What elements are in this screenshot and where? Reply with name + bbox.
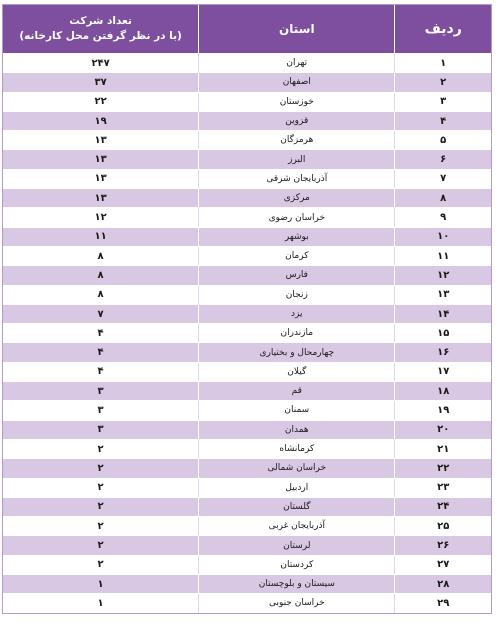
province-cell: کردستان <box>198 556 394 574</box>
table-row <box>3 458 491 477</box>
table-row <box>3 188 491 207</box>
company-count-cell: ۳ <box>97 404 104 416</box>
table-row <box>3 72 491 91</box>
company-count-cell: ۱۳ <box>94 134 107 146</box>
table-row <box>3 342 491 361</box>
province-cell: کرمانشاه <box>198 440 394 458</box>
company-count-cell: ۷ <box>97 308 104 320</box>
province-cell: زنجان <box>198 286 394 304</box>
company-count-cell: ۳ <box>97 385 104 397</box>
company-count-cell: ۱۱ <box>94 231 107 243</box>
company-count-cell: ۱۳ <box>94 192 107 204</box>
company-count-cell: ۴ <box>97 366 104 378</box>
row-number-cell: ۱۹ <box>394 401 491 419</box>
row-number-cell: ۲۲ <box>394 459 491 477</box>
row-number-cell: ۱۲ <box>394 266 491 284</box>
province-cell: گیلان <box>198 363 394 381</box>
province-cell: گلستان <box>198 498 394 516</box>
province-cell: البرز <box>198 150 394 168</box>
province-cell: اصفهان <box>198 73 394 91</box>
header-province: استان <box>198 5 394 53</box>
province-cell: آذربایجان شرقی <box>198 170 394 188</box>
company-count-cell: ۲ <box>97 520 104 532</box>
province-cell: کرمان <box>198 247 394 265</box>
row-number-cell: ۲۹ <box>394 594 491 612</box>
row-number-cell: ۲۸ <box>394 575 491 593</box>
table-row <box>3 574 491 593</box>
table-row <box>3 53 491 72</box>
company-count-cell: ۱۹ <box>94 115 107 127</box>
company-count-cell: ۸ <box>97 250 104 262</box>
row-number-cell: ۱۵ <box>394 324 491 342</box>
company-count-cell: ۲ <box>97 462 104 474</box>
company-count-cell: ۲ <box>97 443 104 455</box>
province-cell: لرستان <box>198 536 394 554</box>
header-row-number: ردیف <box>394 5 491 53</box>
header-company-count <box>3 5 198 53</box>
province-cell: خراسان رضوی <box>198 208 394 226</box>
province-cell: سمنان <box>198 401 394 419</box>
province-cell: فارس <box>198 266 394 284</box>
row-number-cell: ۲ <box>394 73 491 91</box>
company-count-cell: ۱۳ <box>94 154 107 166</box>
row-number-cell: ۱۰ <box>394 228 491 246</box>
row-number-cell: ۲۶ <box>394 536 491 554</box>
table-row <box>3 304 491 323</box>
company-count-cell: ۸ <box>97 289 104 301</box>
row-number-cell: ۳ <box>394 93 491 111</box>
row-number-cell: ۱۷ <box>394 363 491 381</box>
table-row <box>3 497 491 516</box>
row-number-cell: ۱۶ <box>394 343 491 361</box>
row-number-cell: ۴ <box>394 112 491 130</box>
company-count-cell: ۲۴۷ <box>91 57 110 69</box>
row-number-cell: ۲۴ <box>394 498 491 516</box>
province-cell: تهران <box>198 54 394 72</box>
table-row <box>3 265 491 284</box>
table-row <box>3 285 491 304</box>
table-row <box>3 92 491 111</box>
table-row <box>3 130 491 149</box>
province-cell: خوزستان <box>198 93 394 111</box>
row-number-cell: ۲۷ <box>394 556 491 574</box>
company-count-cell: ۱ <box>97 578 104 590</box>
table-row <box>3 323 491 342</box>
province-cell: آذربایجان غربی <box>198 517 394 535</box>
table-row <box>3 420 491 439</box>
company-count-cell: ۲ <box>97 501 104 513</box>
company-count-cell: ۸ <box>97 269 104 281</box>
header-company-count-line2: (با در نظر گرفتن محل کارخانه) <box>19 30 182 42</box>
table-row <box>3 362 491 381</box>
company-count-cell: ۱ <box>97 597 104 609</box>
province-cell: خراسان شمالی <box>198 459 394 477</box>
row-number-cell: ۲۳ <box>394 479 491 497</box>
province-cell: قزوین <box>198 112 394 130</box>
province-cell: سیستان و بلوچستان <box>198 575 394 593</box>
row-number-cell: ۹ <box>394 208 491 226</box>
company-count-cell: ۱۲ <box>94 212 107 224</box>
table-row <box>3 535 491 554</box>
row-number-cell: ۲۱ <box>394 440 491 458</box>
company-count-cell: ۲۲ <box>94 96 107 108</box>
table-row <box>3 169 491 188</box>
company-count-cell: ۱۳ <box>94 173 107 185</box>
table-row <box>3 478 491 497</box>
row-number-cell: ۱ <box>394 54 491 72</box>
province-cell: اردبیل <box>198 479 394 497</box>
province-cell: هرمزگان <box>198 131 394 149</box>
province-cell: یزد <box>198 305 394 323</box>
province-cell: خراسان جنوبی <box>198 594 394 612</box>
table-row <box>3 227 491 246</box>
province-cell: مازندران <box>198 324 394 342</box>
row-number-cell: ۱۴ <box>394 305 491 323</box>
row-number-cell: ۲۰ <box>394 421 491 439</box>
row-number-cell: ۱۸ <box>394 382 491 400</box>
table-row <box>3 111 491 130</box>
table-header <box>3 5 491 53</box>
row-number-cell: ۲۵ <box>394 517 491 535</box>
row-number-cell: ۵ <box>394 131 491 149</box>
province-cell: چهارمحال و بختیاری <box>198 343 394 361</box>
company-count-cell: ۲ <box>97 540 104 552</box>
table-row <box>3 555 491 574</box>
table-row <box>3 593 491 612</box>
row-number-cell: ۷ <box>394 170 491 188</box>
table-body <box>3 53 491 613</box>
row-number-cell: ۱۳ <box>394 286 491 304</box>
header-company-count-line1: تعداد شرکت <box>69 15 132 27</box>
province-cell: همدان <box>198 421 394 439</box>
row-number-cell: ۶ <box>394 150 491 168</box>
company-count-cell: ۴ <box>97 347 104 359</box>
province-company-table <box>2 4 492 614</box>
company-count-cell: ۳ <box>97 424 104 436</box>
company-count-cell: ۲ <box>97 559 104 571</box>
province-cell: قم <box>198 382 394 400</box>
table-row <box>3 246 491 265</box>
table-row <box>3 400 491 419</box>
row-number-cell: ۱۱ <box>394 247 491 265</box>
company-count-cell: ۳۷ <box>94 76 107 88</box>
province-cell: مرکزی <box>198 189 394 207</box>
table-row <box>3 516 491 535</box>
table-row <box>3 207 491 226</box>
company-count-cell: ۴ <box>97 327 104 339</box>
company-count-cell: ۲ <box>97 482 104 494</box>
table-row <box>3 381 491 400</box>
province-cell: بوشهر <box>198 228 394 246</box>
table-row <box>3 149 491 168</box>
row-number-cell: ۸ <box>394 189 491 207</box>
table-row <box>3 439 491 458</box>
